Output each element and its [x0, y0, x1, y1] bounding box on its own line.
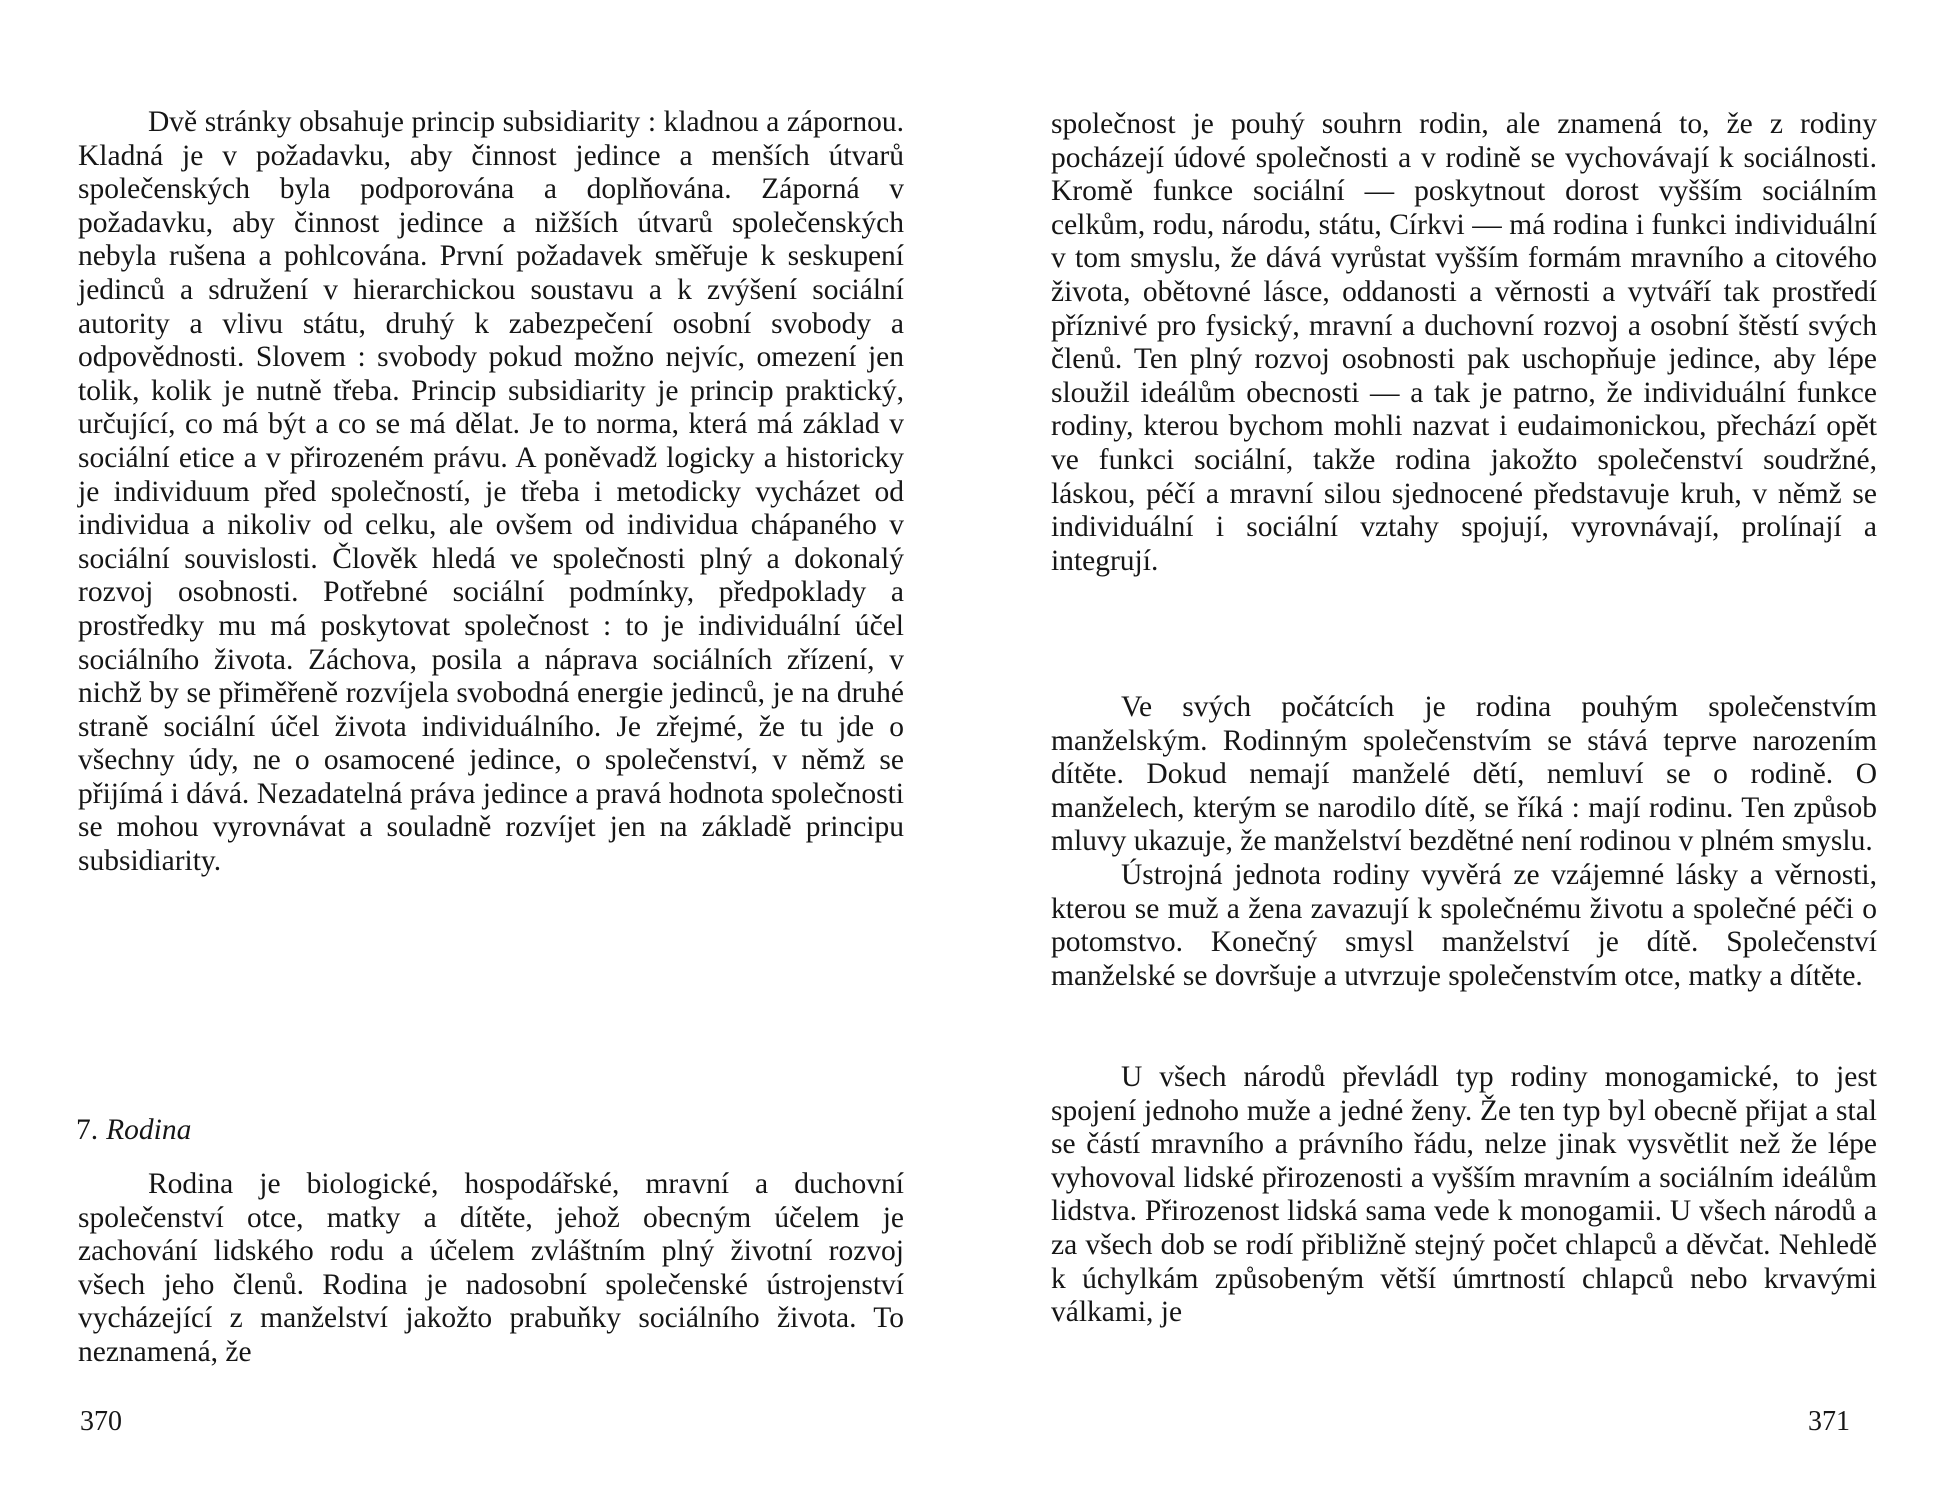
right-page [1045, 0, 1877, 1500]
paragraph-marital-community: Ve svých počátcích je rodina pouhým společenstvím manželským. Rodinným společenstvím se stává teprve narozením dítěte. Dokud nemají manželé dětí, nemluví se o rodině. O manželech, kterým se narodilo dítě, se říká : mají rodinu. Ten způsob mluvy ukazuje, že manželství bezdětné není rodinou v plném smyslu. [1051, 691, 1877, 858]
section-number: 7. [76, 1114, 99, 1146]
left-page [70, 0, 904, 1500]
paragraph-family-definition: Rodina je biologické, hospodářské, mravní a duchovní společenství otce, matky a dítěte, jehož obecným účelem je zachování lidského rodu a účelem zvláštním plný životní rozvoj všech jeho členů. Rodina je nadosobní společenské ústrojenství vycházející z manželství jakožto prabuňky sociálního života. To neznamená, že [78, 1168, 904, 1368]
page-number-left: 370 [80, 1406, 122, 1437]
section-title: Rodina [106, 1114, 192, 1146]
paragraph-monogamy: U všech národů převládl typ rodiny monogamické, to jest spojení jednoho muže a jedné ženy. Že ten typ byl obecně přijat a stal se částí mravního a právního řádu, nelze jinak vysvětlit než že lépe vyhovoval lidské přirozenosti a vyšším mravním a sociálním ideálům lidstva. Přirozenost lidská sama vede k monogamii. U všech národů a za všech dob se rodí přibližně stejný počet chlapců a děvčat. Nehledě k úchylkám způsobeným větší úmrtností chlapců nebo krvavými válkami, je [1051, 1061, 1877, 1329]
page-number-right: 371 [1808, 1406, 1850, 1437]
section-heading [76, 1113, 191, 1147]
paragraph-family-functions: společnost je pouhý souhrn rodin, ale znamená to, že z rodiny pocházejí údové společnosti a v rodině se vychovávají k sociálnosti. Kromě funkce sociální — poskytnout dorost vyšším sociálním celkům, rodu, národu, státu, Církvi — má rodina i funkci individuální v tom smyslu, že dává vyrůstat vyšším formám mravního a citového života, obětovné lásce, oddanosti a věrnosti a vytváří tak prostředí příznivé pro fysický, mravní a duchovní rozvoj a osobní štěstí svých členů. Ten plný rozvoj osobnosti pak uschopňuje jedince, aby lépe sloužil ideálům obecnosti — a tak je patrno, že individuální funkce rodiny, kterou bychom mohli nazvat i eudaimonickou, přechází opět ve funkci sociální, takže rodina jakožto společenství soudržné, láskou, péčí a mravní silou sjednocené představuje kruh, v němž se individuální i sociální vztahy spojují, vyrovnávají, prolínají a integrují. [1051, 108, 1877, 577]
paragraph-family-unity: Ústrojná jednota rodiny vyvěrá ze vzájemné lásky a věrnosti, kterou se muž a žena zavazují k společnému životu a společné péči o potomstvo. Konečný smysl manželství je dítě. Společenství manželské se dovršuje a utvrzuje společenstvím otce, matky a dítěte. [1051, 859, 1877, 992]
paragraph-subsidiarity: Dvě stránky obsahuje princip subsidiarity : kladnou a zápornou. Kladná je v požadavku, aby činnost jedince a menších útvarů společenských byla podporována a doplňována. Záporná v požadavku, aby činnost jedince a nižších útvarů společenských nebyla rušena a pohlcována. První požadavek směřuje k seskupení jedinců a sdružení v hierarchickou soustavu a k zvýšení sociální autority a vlivu státu, druhý k zabezpečení osobní svobody a odpovědnosti. Slovem : svobody pokud možno nejvíc, omezení jen tolik, kolik je nutně třeba. Princip subsidiarity je princip praktický, určující, co má být a co se má dělat. Je to norma, která má základ v sociální etice a v přirozeném právu. A poněvadž logicky a historicky je individuum před společností, je třeba i metodicky vycházet od individua a nikoliv od celku, ale ovšem od individua chápaného v sociální souvislosti. Člověk hledá ve společnosti plný a dokonalý rozvoj osobnosti. Potřebné sociální podmínky, předpoklady a prostředky mu má poskytovat společnost : to je individuální účel sociálního života. Záchova, posila a náprava sociálních zřízení, v nichž by se přiměřeně rozvíjela svobodná energie jedinců, je na druhé straně sociální účel života individuálního. Je zřejmé, že tu jde o všechny údy, ne o osamocené jedince, o společenství, v němž se přijímá i dává. Nezadatelná práva jedince a pravá hodnota společnosti se mohou vyrovnávat a souladně rozvíjet jen na základě principu subsidiarity. [78, 106, 904, 878]
